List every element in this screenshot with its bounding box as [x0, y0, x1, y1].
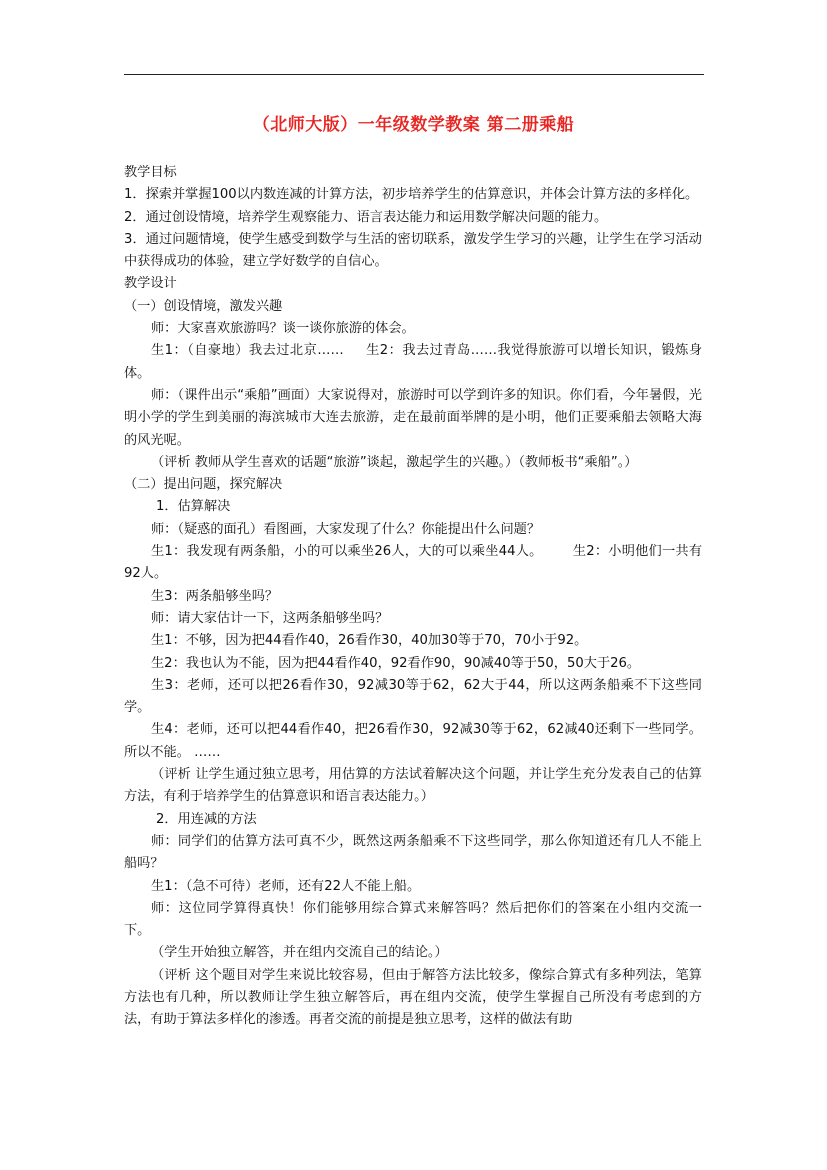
paragraph: 生1：不够，因为把44看作40，26看作30，40加30等于70，70小于92。	[151, 633, 588, 649]
paragraph: 生3：两条船够坐吗？	[151, 588, 279, 604]
paragraph	[124, 340, 702, 385]
header-rule	[124, 74, 704, 75]
commentary: （评析 让学生通过独立思考，用估算的方法试着解决这个问题，并让学生充分发表自己的估算方法，有利于培养学生的估算意识和语言表达能力。）	[124, 767, 702, 805]
part-heading-1: （一）创设情境，激发兴趣	[124, 298, 283, 314]
commentary: （评析 这个题目对学生来说比较容易，但由于解答方法比较多，像综合算式有多种列法，笔算方法也有几种，所以教师让学生独立解答后，再在组内交流，使学生掌握自己所没有考虑到的方法，有助于算法多样化的渗透。再者交流的前提是独立思考，这样的做法有助	[124, 967, 702, 1028]
paragraph: 师：这位同学算得真快！你们能够用综合算式来解答吗？然后把你们的答案在小组内交流一下。	[124, 900, 702, 939]
paragraph	[124, 541, 702, 586]
goal-item-3: 3．通过问题情境，使学生感受到数学与生活的密切联系，激发学生学习的兴趣，让学生在学习活动中获得成功的体验，建立学好数学的自信心。	[124, 231, 702, 270]
document-body	[124, 162, 702, 1032]
paragraph: 生3：老师，还可以把26看作30，92减30等于62，62大于44，所以这两条船乘不下这些同学。	[124, 677, 702, 716]
goal-item-1: 1．探索并掌握100以内数连减的计算方法，初步培养学生的估算意识，并体会计算方法的多样化。	[124, 187, 699, 203]
paragraph: 生2：我也认为不能，因为把44看作40，92看作90，90减40等于50，50大于26。	[151, 655, 641, 671]
paragraph: 生4：老师，还可以把44看作40，把26看作30，92减30等于62，62减40还剩下一些同学。所以不能。 ……	[124, 722, 702, 760]
section-heading-design: 教学设计	[124, 276, 177, 292]
paragraph: 师：（课件出示“乘船”画面）大家说得对，旅游时可以学到许多的知识。你们看，今年暑假，光明小学的学生到美丽的海滨城市大连去旅游，走在最前面举牌的是小明，他们正要乘船去领略大海的风光呢。	[124, 387, 702, 448]
subheading-1: 1．估算解决	[156, 499, 231, 515]
paragraph: 师：同学们的估算方法可真不少，既然这两条船乘不下这些同学，那么你知道还有几人不能上船吗？	[124, 833, 702, 872]
part-heading-2: （二）提出问题，探究解决	[124, 477, 283, 493]
subheading-2: 2．用连减的方法	[156, 811, 257, 827]
goal-item-2: 2．通过创设情境，培养学生观察能力、语言表达能力和运用数学解决问题的能力。	[124, 209, 608, 225]
paragraph: 生1：（急不可待）老师，还有22人不能上船。	[151, 878, 421, 894]
dialogue-line: 生1：（自豪地）我去过北京……	[151, 343, 344, 359]
commentary: （评析 教师从学生喜欢的话题“旅游”谈起，激起学生的兴趣。）（教师板书“乘船”。）	[151, 454, 638, 470]
paragraph: 师：（疑惑的面孔）看图画，大家发现了什么？你能提出什么问题？	[151, 521, 541, 537]
paragraph: 师：请大家估计一下，这两条船够坐吗？	[151, 610, 389, 626]
section-heading-goals: 教学目标	[124, 165, 177, 180]
dialogue-line: 生2：小明他们一共有92人。	[124, 544, 703, 582]
paragraph: 师：大家喜欢旅游吗？谈一谈你旅游的体会。	[151, 321, 415, 337]
paragraph: （学生开始独立解答，并在组内交流自己的结论。）	[151, 945, 448, 961]
dialogue-line: 生1：我发现有两条船，小的可以乘坐26人，大的可以乘坐44人。	[151, 544, 543, 560]
dialogue-line: 生2：我去过青岛……我觉得旅游可以增长知识，锻炼身体。	[124, 343, 703, 381]
document-title: （北师大版）一年级数学教案 第二册乘船	[252, 115, 575, 135]
